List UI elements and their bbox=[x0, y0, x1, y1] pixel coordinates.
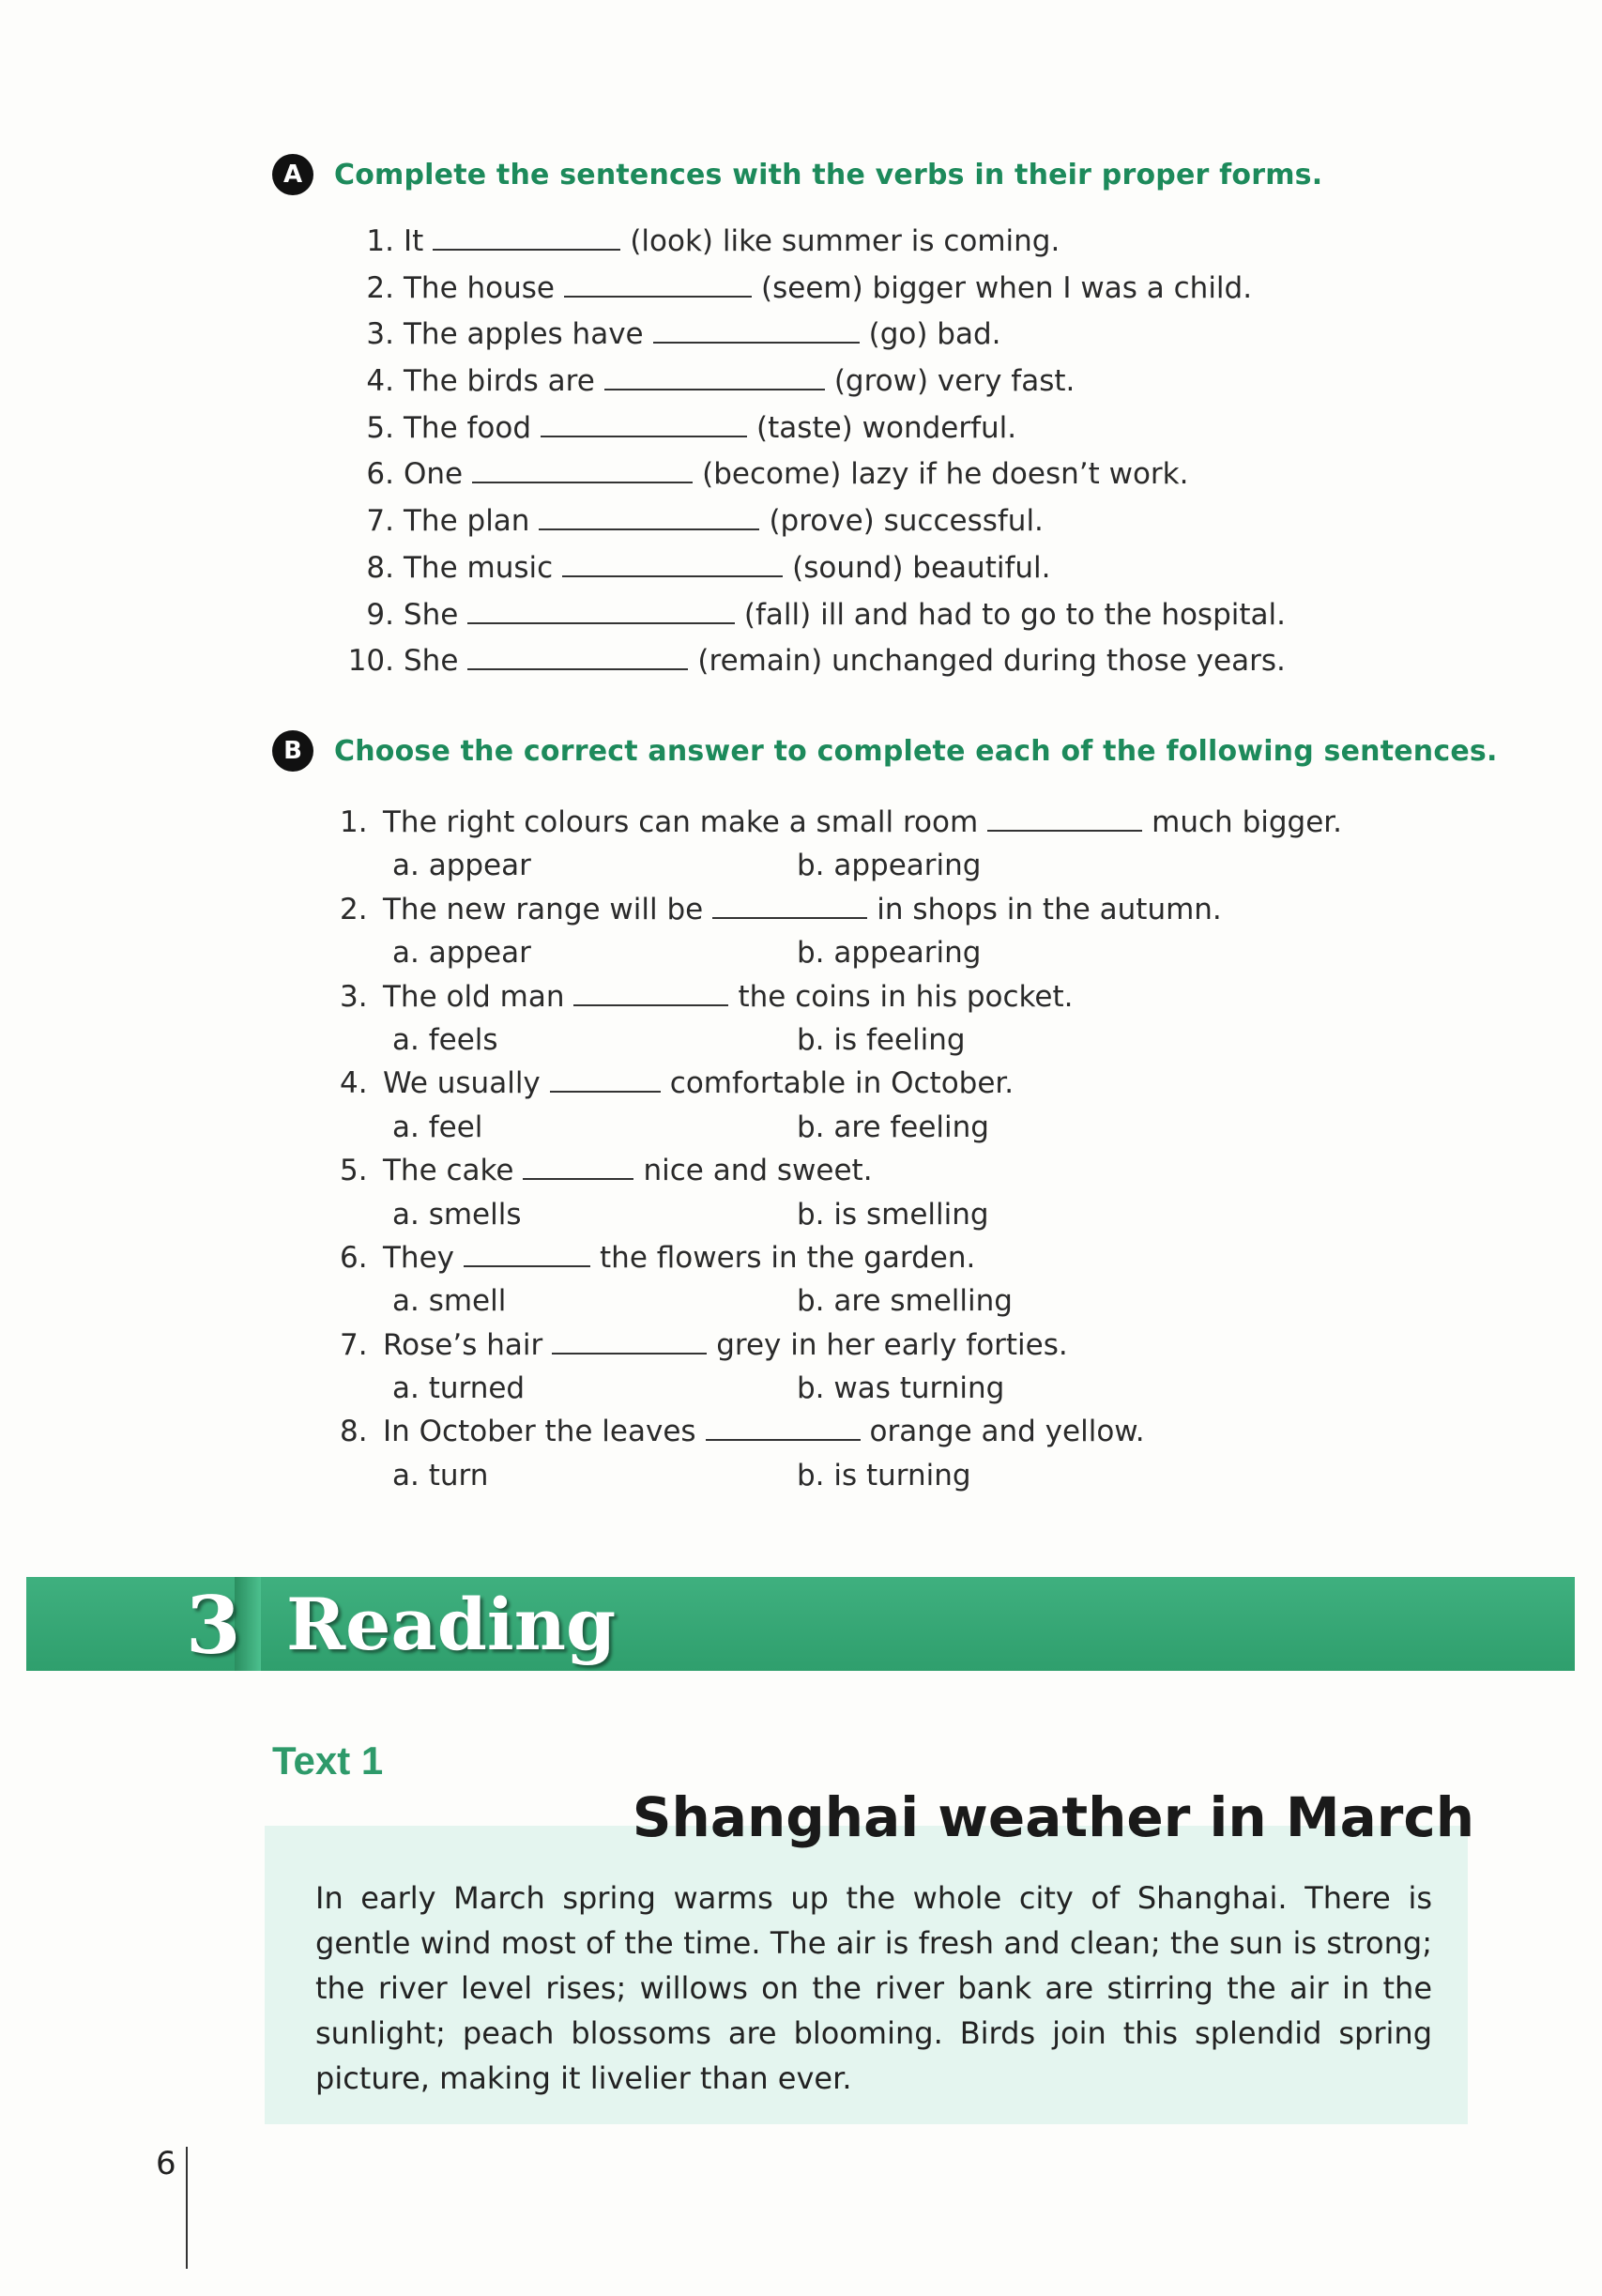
answer-blank[interactable] bbox=[472, 453, 693, 483]
section-b-header bbox=[272, 730, 1498, 772]
item-rest: (sound) beautiful. bbox=[792, 550, 1051, 585]
exercise-b-question bbox=[340, 975, 1372, 1018]
option-a[interactable]: a. smells bbox=[392, 1197, 522, 1232]
option-b[interactable]: b. is turning bbox=[797, 1458, 971, 1492]
answer-blank[interactable] bbox=[573, 976, 728, 1006]
answer-blank[interactable] bbox=[552, 1324, 707, 1355]
text-label: Text 1 bbox=[272, 1738, 384, 1783]
exercise-b-options bbox=[340, 1193, 1372, 1236]
exercise-b-options bbox=[340, 1018, 1372, 1062]
answer-blank[interactable] bbox=[433, 221, 620, 251]
item-stem: The new range will be bbox=[383, 892, 704, 926]
exercise-b-options bbox=[340, 844, 1372, 887]
item-number: 6. bbox=[340, 1240, 368, 1275]
exercise-a-item bbox=[347, 312, 1286, 359]
item-number: 3. bbox=[340, 979, 368, 1014]
page-number: 6 bbox=[156, 2145, 176, 2182]
answer-blank[interactable] bbox=[987, 802, 1142, 832]
exercise-b-question bbox=[340, 801, 1372, 844]
option-a[interactable]: a. feel bbox=[392, 1110, 483, 1144]
item-number: 2. bbox=[366, 270, 394, 305]
item-rest: nice and sweet. bbox=[643, 1154, 873, 1188]
item-stem: The food bbox=[404, 410, 532, 445]
item-number: 2. bbox=[340, 892, 368, 926]
option-b[interactable]: b. appearing bbox=[797, 849, 982, 883]
option-b[interactable]: b. is smelling bbox=[797, 1197, 989, 1232]
item-stem: Rose’s hair bbox=[383, 1327, 543, 1362]
item-rest: (become) lazy if he doesn’t work. bbox=[702, 457, 1189, 492]
option-a[interactable]: a. appear bbox=[392, 849, 531, 883]
exercise-a-item bbox=[347, 592, 1286, 639]
exercise-b-options bbox=[340, 1279, 1372, 1323]
answer-blank[interactable] bbox=[712, 889, 867, 919]
item-stem: The plan bbox=[404, 504, 530, 539]
item-rest: comfortable in October. bbox=[669, 1066, 1015, 1101]
answer-blank[interactable] bbox=[604, 360, 825, 390]
exercise-a-item bbox=[347, 266, 1286, 313]
exercise-b-question bbox=[340, 1324, 1372, 1367]
exercise-b-options bbox=[340, 1367, 1372, 1410]
item-number: 7. bbox=[340, 1327, 368, 1362]
item-stem: The music bbox=[404, 550, 554, 585]
item-number: 4. bbox=[340, 1066, 368, 1101]
item-stem: The right colours can make a small room bbox=[383, 805, 979, 839]
item-stem: The apples have bbox=[404, 317, 644, 352]
exercise-a-item bbox=[347, 219, 1286, 266]
item-rest: (look) like summer is coming. bbox=[630, 224, 1060, 258]
item-rest: the coins in his pocket. bbox=[738, 979, 1074, 1014]
exercise-b-question bbox=[340, 1149, 1372, 1192]
answer-blank[interactable] bbox=[550, 1063, 661, 1093]
item-rest: in shops in the autumn. bbox=[877, 892, 1222, 926]
option-a[interactable]: a. appear bbox=[392, 936, 531, 971]
item-stem: The cake bbox=[383, 1154, 514, 1188]
answer-blank[interactable] bbox=[706, 1411, 861, 1441]
item-stem: The old man bbox=[383, 979, 565, 1014]
exercise-a-item bbox=[347, 406, 1286, 452]
option-b[interactable]: b. are feeling bbox=[797, 1110, 989, 1144]
item-stem: The birds are bbox=[404, 364, 595, 399]
answer-blank[interactable] bbox=[539, 500, 759, 530]
reading-section-number: 3 bbox=[186, 1579, 241, 1672]
option-a[interactable]: a. feels bbox=[392, 1022, 498, 1057]
exercise-a-item bbox=[347, 638, 1286, 685]
passage-body: In early March spring warms up the whole city of Shanghai. There is gentle wind most of the time. The air is fresh and clean; the sun is strong; the river level rises; willows on the river bank are stirring the air in the sunlight; peach blossoms are blooming. Birds join this splendid spring picture, making it livelier than ever. bbox=[315, 1880, 1432, 2096]
item-number: 4. bbox=[366, 364, 394, 399]
answer-blank[interactable] bbox=[464, 1237, 590, 1267]
exercise-a-item bbox=[347, 545, 1286, 592]
item-rest: (go) bad. bbox=[868, 317, 1001, 352]
item-number: 5. bbox=[366, 410, 394, 445]
section-b-instruction: Choose the correct answer to complete each of the following sentences. bbox=[334, 734, 1498, 768]
exercise-a-item bbox=[347, 498, 1286, 545]
option-b[interactable]: b. is feeling bbox=[797, 1022, 966, 1057]
exercise-a-item bbox=[347, 359, 1286, 406]
item-number: 1. bbox=[366, 224, 394, 258]
item-rest: grey in her early forties. bbox=[716, 1327, 1068, 1362]
item-stem: She bbox=[403, 597, 459, 632]
exercise-a-item bbox=[347, 452, 1286, 498]
item-rest: much bigger. bbox=[1152, 805, 1343, 839]
item-rest: (seem) bigger when I was a child. bbox=[761, 270, 1253, 305]
option-b[interactable]: b. are smelling bbox=[797, 1284, 1013, 1319]
exercise-b-question bbox=[340, 888, 1372, 931]
item-rest: (prove) successful. bbox=[769, 504, 1044, 539]
item-number: 10. bbox=[347, 644, 394, 679]
item-number: 7. bbox=[366, 504, 394, 539]
exercise-b-question bbox=[340, 1062, 1372, 1105]
item-number: 8. bbox=[366, 550, 394, 585]
answer-blank[interactable] bbox=[564, 268, 752, 298]
item-stem: One bbox=[404, 457, 464, 492]
item-stem: In October the leaves bbox=[383, 1415, 696, 1449]
answer-blank[interactable] bbox=[562, 547, 783, 577]
option-b[interactable]: b. appearing bbox=[797, 936, 982, 971]
item-number: 1. bbox=[340, 805, 368, 839]
item-number: 9. bbox=[366, 597, 394, 632]
section-a-instruction: Complete the sentences with the verbs in their proper forms. bbox=[334, 158, 1323, 191]
item-number: 6. bbox=[366, 457, 394, 492]
item-stem: It bbox=[404, 224, 424, 258]
item-rest: orange and yellow. bbox=[869, 1415, 1145, 1449]
section-a-badge: A bbox=[272, 154, 313, 195]
option-a[interactable]: a. smell bbox=[392, 1284, 507, 1319]
option-a[interactable]: a. turn bbox=[392, 1458, 489, 1492]
answer-blank[interactable] bbox=[523, 1150, 633, 1180]
exercise-b-options bbox=[340, 931, 1372, 974]
item-rest: the flowers in the garden. bbox=[600, 1240, 976, 1275]
page-rule bbox=[186, 2147, 188, 2269]
item-rest: (fall) ill and had to go to the hospital. bbox=[743, 597, 1286, 632]
answer-blank[interactable] bbox=[467, 640, 688, 670]
item-rest: (grow) very fast. bbox=[833, 364, 1076, 399]
item-number: 3. bbox=[366, 317, 394, 352]
item-stem: She bbox=[404, 644, 459, 679]
section-a-header bbox=[272, 154, 1322, 195]
section-b-badge: B bbox=[272, 730, 313, 772]
item-stem: We usually bbox=[383, 1066, 541, 1101]
answer-blank[interactable] bbox=[541, 407, 747, 437]
exercise-b-question bbox=[340, 1236, 1372, 1279]
section-a-list bbox=[347, 219, 1286, 685]
exercise-b-options bbox=[340, 1106, 1372, 1149]
answer-blank[interactable] bbox=[653, 314, 860, 344]
item-number: 5. bbox=[340, 1154, 368, 1188]
passage-title: Shanghai weather in March bbox=[632, 1785, 1474, 1849]
option-a[interactable]: a. turned bbox=[392, 1371, 526, 1406]
item-stem: The house bbox=[404, 270, 555, 305]
exercise-b-options bbox=[340, 1454, 1372, 1497]
item-stem: They bbox=[383, 1240, 455, 1275]
item-number: 8. bbox=[340, 1415, 368, 1449]
option-b[interactable]: b. was turning bbox=[797, 1371, 1005, 1406]
reading-section-title: Reading bbox=[286, 1583, 617, 1666]
exercise-b-question bbox=[340, 1410, 1372, 1453]
answer-blank[interactable] bbox=[467, 594, 735, 624]
item-rest: (remain) unchanged during those years. bbox=[697, 644, 1286, 679]
item-rest: (taste) wonderful. bbox=[756, 410, 1017, 445]
section-b-list bbox=[340, 801, 1372, 1497]
